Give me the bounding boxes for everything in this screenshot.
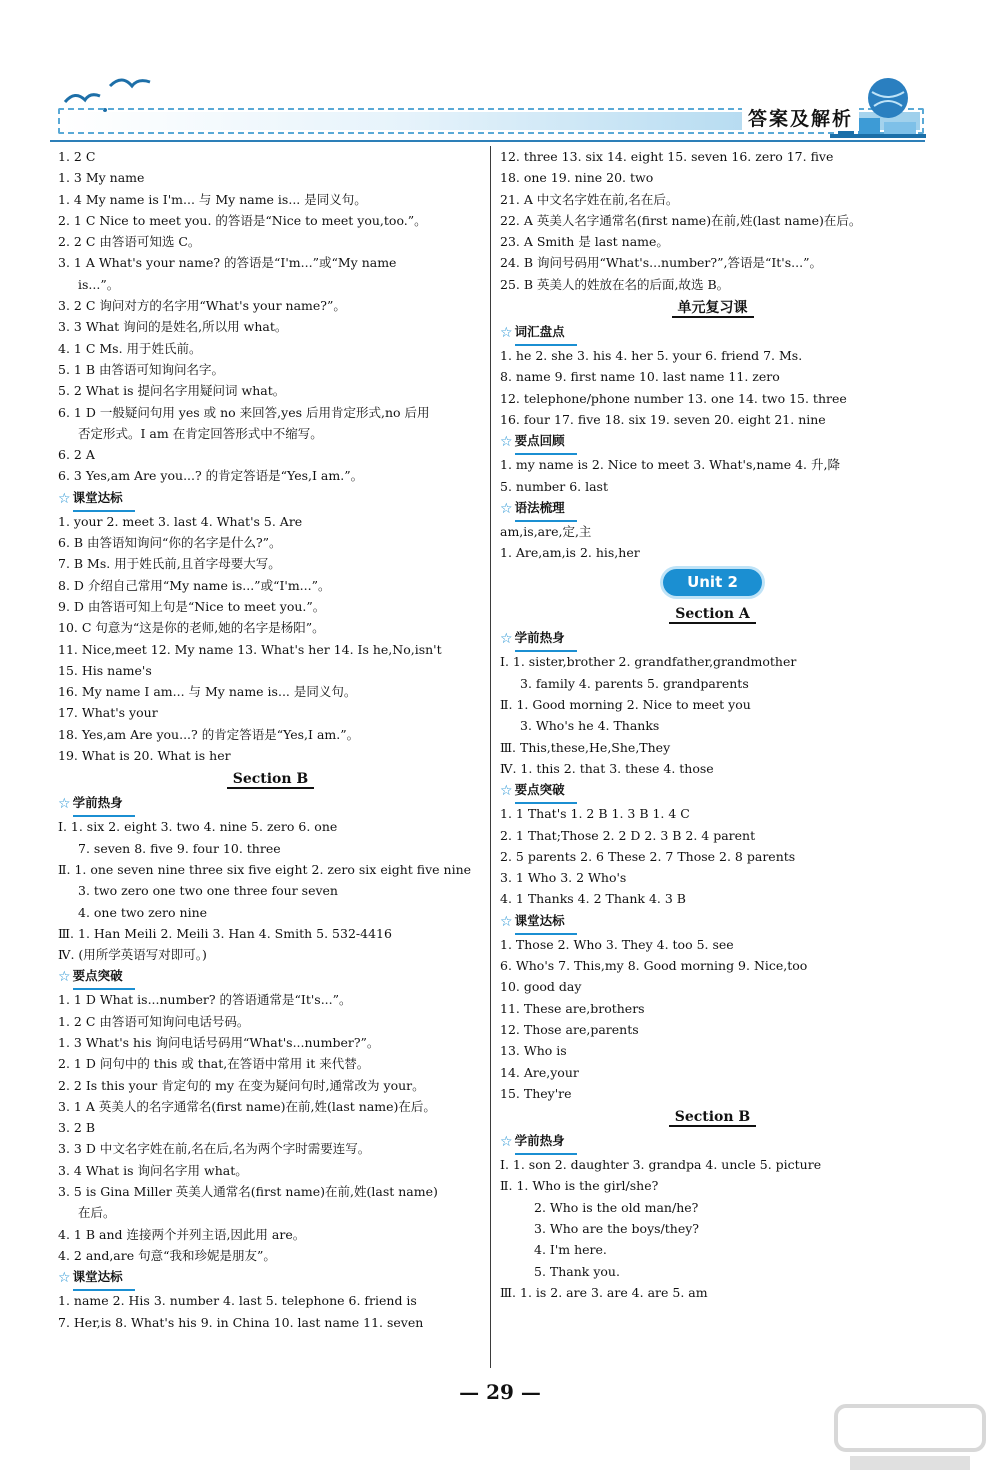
answer-line: 6. B 由答语知询问“你的名字是什么?”。 xyxy=(58,535,282,551)
answer-line: Ⅳ. 1. this 2. that 3. these 4. those xyxy=(500,760,714,776)
left-column xyxy=(58,146,483,1333)
answer-line: 否定形式。I am 在肯定回答形式中不缩写。 xyxy=(78,425,323,441)
answer-line: 2. 2 C 由答语可知选 C。 xyxy=(58,234,201,250)
answer-line: 9. D 由答语可知上句是“Nice to meet you.”。 xyxy=(58,598,326,614)
answer-line: 2. 1 That;Those 2. 2 D 2. 3 B 2. 4 parent xyxy=(500,827,756,843)
answer-line: 12. telephone/phone number 13. one 14. two 15. three xyxy=(500,390,847,406)
answer-line: 23. A Smith 是 last name。 xyxy=(500,234,669,250)
answer-line: 25. B 英美人的姓放在名的后面,故选 B。 xyxy=(500,276,730,292)
section-tag xyxy=(58,487,483,511)
answer-line: is...”。 xyxy=(78,276,120,292)
answer-line: 1. Those 2. Who 3. They 4. too 5. see xyxy=(500,936,734,952)
answer-line: Ⅲ. 1. Han Meili 2. Meili 3. Han 4. Smith 5. 532-4416 xyxy=(58,925,392,941)
answer-line: 7. Her,is 8. What's his 9. in China 10. last name 11. seven xyxy=(58,1314,424,1330)
section-heading xyxy=(500,295,925,321)
answer-line: 16. four 17. five 18. six 19. seven 20. eight 21. nine xyxy=(500,411,826,427)
answer-line: 2. 5 parents 2. 6 These 2. 7 Those 2. 8 parents xyxy=(500,848,796,864)
answer-line: 4. 1 Thanks 4. 2 Thank 4. 3 B xyxy=(500,891,686,907)
answer-line: 24. B 询问号码用“What's...number?”,答语是“It's...”。 xyxy=(500,255,822,271)
answer-line: 8. D 介绍自己常用“My name is...”或“I'm...”。 xyxy=(58,577,331,593)
section-tag-label: 词汇盘点 xyxy=(515,320,577,346)
section-tag xyxy=(500,1130,925,1154)
answer-line: 3. 1 A What's your name? 的答语是“I'm...”或“My name xyxy=(58,255,397,271)
section-heading-text: 单元复习课 xyxy=(672,300,754,318)
answer-line: 3. 1 A 英美人的名字通常名(first name)在前,姓(last name)在后。 xyxy=(58,1098,436,1114)
answer-line: 4. one two zero nine xyxy=(78,904,208,920)
answer-line: Ⅰ. 1. six 2. eight 3. two 4. nine 5. zero 6. one xyxy=(58,819,338,835)
answer-line: 3. 2 C 询问对方的名字用“What's your name?”。 xyxy=(58,298,346,314)
section-tag xyxy=(500,910,925,934)
answer-line: 16. My name I am... 与 My name is... 是同义句。 xyxy=(58,684,357,700)
star-icon: ☆ xyxy=(58,796,71,813)
answer-line: 3. 3 D 中文名字姓在前,名在后,名为两个字时需要连写。 xyxy=(58,1141,371,1157)
answer-line: 2. 2 Is this your 肯定句的 my 在变为疑问句时,通常改为 your。 xyxy=(58,1077,425,1093)
answer-line: 7. B Ms. 用于姓氏前,且首字母要大写。 xyxy=(58,556,281,572)
answer-line: 12. three 13. six 14. eight 15. seven 16. zero 17. five xyxy=(500,149,834,164)
star-icon: ☆ xyxy=(500,783,513,800)
section-tag-label: 语法梳理 xyxy=(515,496,577,522)
answer-line: 7. seven 8. five 9. four 10. three xyxy=(78,840,281,856)
page-header xyxy=(0,0,1000,145)
answer-line: 2. Who is the old man/he? xyxy=(534,1199,699,1215)
answer-line: Ⅰ. 1. sister,brother 2. grandfather,grandmother xyxy=(500,654,797,670)
answer-line: 18. one 19. nine 20. two xyxy=(500,170,654,186)
answer-line: 3. Who's he 4. Thanks xyxy=(520,718,660,734)
section-tag xyxy=(500,430,925,454)
answer-line: 4. I'm here. xyxy=(534,1242,607,1258)
section-tag xyxy=(500,497,925,521)
answer-line: 8. name 9. first name 10. last name 11. zero xyxy=(500,369,780,385)
answer-line: 1. your 2. meet 3. last 4. What's 5. Are xyxy=(58,513,303,529)
section-tag-label: 课堂达标 xyxy=(515,909,577,935)
answer-line: 10. C 句意为“这是你的老师,她的名字是杨阳”。 xyxy=(58,620,325,636)
answer-line: 1. 2 C 由答语可知询问电话号码。 xyxy=(58,1013,250,1029)
answer-line: 4. 1 C Ms. 用于姓氏前。 xyxy=(58,340,202,356)
answer-line: 1. 2 C xyxy=(58,149,96,164)
unit-heading xyxy=(500,563,925,601)
answer-line: 5. 1 B 由答语可知询问名字。 xyxy=(58,361,224,377)
section-tag xyxy=(500,779,925,803)
unit-badge: Unit 2 xyxy=(663,569,762,596)
section-tag-label: 学前热身 xyxy=(515,1129,577,1155)
right-column xyxy=(500,146,925,1303)
answer-line: 3. 4 What is 询问名字用 what。 xyxy=(58,1162,248,1178)
answer-line: 12. Those are,parents xyxy=(500,1021,639,1037)
answer-line: 1. my name is 2. Nice to meet 3. What's,name 4. 升,降 xyxy=(500,457,840,473)
answer-line: Ⅱ. 1. one seven nine three six five eight 2. zero six eight five nine xyxy=(58,861,472,877)
section-tag-label: 要点突破 xyxy=(515,778,577,804)
answer-line: 3. 3 What 询问的是姓名,所以用 what。 xyxy=(58,319,288,335)
answer-line: 5. 2 What is 提问名字用疑问词 what。 xyxy=(58,383,286,399)
watermark-logo xyxy=(830,1400,990,1476)
answer-line: Ⅱ. 1. Good morning 2. Nice to meet you xyxy=(500,697,751,713)
section-heading-text: Section B xyxy=(669,1109,757,1127)
answer-line: 1. Are,am,is 2. his,her xyxy=(500,545,640,561)
answer-line: 6. 1 D 一般疑问句用 yes 或 no 来回答,yes 后用肯定形式,no 后用 xyxy=(58,404,430,420)
section-tag-label: 学前热身 xyxy=(73,791,135,817)
star-icon: ☆ xyxy=(58,969,71,986)
answer-line: 6. 2 A xyxy=(58,447,95,463)
section-tag xyxy=(58,965,483,989)
answer-line: 10. good day xyxy=(500,979,582,995)
answer-line: 3. 5 is Gina Miller 英美人通常名(first name)在前,姓(last name) xyxy=(58,1184,438,1200)
star-icon: ☆ xyxy=(500,913,513,930)
header-title: 答案及解析 xyxy=(742,104,859,131)
answer-line: 3. 1 Who 3. 2 Who's xyxy=(500,870,627,886)
section-tag-label: 课堂达标 xyxy=(73,486,135,512)
star-icon: ☆ xyxy=(500,500,513,517)
answer-line: 1. 3 My name xyxy=(58,170,145,186)
answer-line: Ⅳ. (用所学英语写对即可。) xyxy=(58,947,207,963)
page-number: — 29 — xyxy=(459,1380,541,1404)
answer-line: am,is,are,定,主 xyxy=(500,523,592,539)
answer-line: 3. two zero one two one three four seven xyxy=(78,883,338,899)
answer-line: 22. A 英美人名字通常名(first name)在前,姓(last name)在后。 xyxy=(500,212,862,228)
answer-line: 1. 1 D What is...number? 的答语通常是“It's...”。 xyxy=(58,992,352,1008)
section-tag xyxy=(58,1266,483,1290)
section-heading xyxy=(500,1104,925,1130)
answer-line: 13. Who is xyxy=(500,1043,567,1059)
answer-line: 15. They're xyxy=(500,1085,572,1101)
answer-line: Ⅲ. 1. is 2. are 3. are 4. are 5. am xyxy=(500,1284,708,1300)
answer-line: Ⅲ. This,these,He,She,They xyxy=(500,739,671,755)
section-tag xyxy=(500,321,925,345)
answer-line: 4. 2 and,are 句意“我和珍妮是朋友”。 xyxy=(58,1247,276,1263)
answer-line: 6. Who's 7. This,my 8. Good morning 9. Nice,too xyxy=(500,958,808,974)
answer-line: 3. family 4. parents 5. grandparents xyxy=(520,675,749,691)
answer-line: 1. 3 What's his 询问电话号码用“What's...number?”。 xyxy=(58,1034,380,1050)
section-heading-text: Section B xyxy=(227,771,315,789)
section-heading-text: Section A xyxy=(669,606,756,624)
answer-line: 11. These are,brothers xyxy=(500,1000,645,1016)
answer-line: 1. 1 That's 1. 2 B 1. 3 B 1. 4 C xyxy=(500,806,690,822)
answer-line: 14. Are,your xyxy=(500,1064,579,1080)
star-icon: ☆ xyxy=(500,631,513,648)
answer-line: 在后。 xyxy=(78,1205,116,1221)
section-heading xyxy=(500,601,925,627)
section-tag-label: 学前热身 xyxy=(515,626,577,652)
answer-line: 1. name 2. His 3. number 4. last 5. telephone 6. friend is xyxy=(58,1293,417,1309)
answer-line: 19. What is 20. What is her xyxy=(58,748,231,764)
answer-line: 2. 1 C Nice to meet you. 的答语是“Nice to meet you,too.”。 xyxy=(58,212,427,228)
section-tag xyxy=(500,627,925,651)
answer-line: Ⅰ. 1. son 2. daughter 3. grandpa 4. uncle 5. picture xyxy=(500,1157,822,1173)
answer-line: 4. 1 B and 连接两个并列主语,因此用 are。 xyxy=(58,1226,306,1242)
answer-line: 18. Yes,am Are you...? 的肯定答语是“Yes,I am.”。 xyxy=(58,726,360,742)
answer-line: 3. 2 B xyxy=(58,1120,96,1136)
answer-line: 17. What's your xyxy=(58,705,158,721)
header-rule xyxy=(50,140,925,142)
answer-line: 21. A 中文名字姓在前,名在后。 xyxy=(500,191,679,207)
section-heading xyxy=(58,766,483,792)
column-divider xyxy=(490,146,491,1368)
answer-line: Ⅱ. 1. Who is the girl/she? xyxy=(500,1178,659,1194)
answer-line: 5. number 6. last xyxy=(500,478,608,494)
section-tag-label: 要点回顾 xyxy=(515,429,577,455)
star-icon: ☆ xyxy=(58,1270,71,1287)
answer-line: 15. His name's xyxy=(58,662,152,678)
answer-line: 11. Nice,meet 12. My name 13. What's her 14. Is he,No,isn't xyxy=(58,641,442,657)
star-icon: ☆ xyxy=(500,325,513,342)
answer-line: 6. 3 Yes,am Are you...? 的肯定答语是“Yes,I am.”。 xyxy=(58,468,364,484)
answer-line: 1. 4 My name is I'm... 与 My name is... 是同义句。 xyxy=(58,191,367,207)
answer-line: 1. he 2. she 3. his 4. her 5. your 6. friend 7. Ms. xyxy=(500,348,803,364)
section-tag xyxy=(58,792,483,816)
section-tag-label: 课堂达标 xyxy=(73,1265,135,1291)
star-icon: ☆ xyxy=(500,434,513,451)
answer-line: 2. 1 D 问句中的 this 或 that,在答语中常用 it 来代替。 xyxy=(58,1056,370,1072)
section-tag-label: 要点突破 xyxy=(73,964,135,990)
answer-line: 5. Thank you. xyxy=(534,1263,620,1279)
star-icon: ☆ xyxy=(58,490,71,507)
answer-line: 3. Who are the boys/they? xyxy=(534,1220,699,1236)
star-icon: ☆ xyxy=(500,1134,513,1151)
